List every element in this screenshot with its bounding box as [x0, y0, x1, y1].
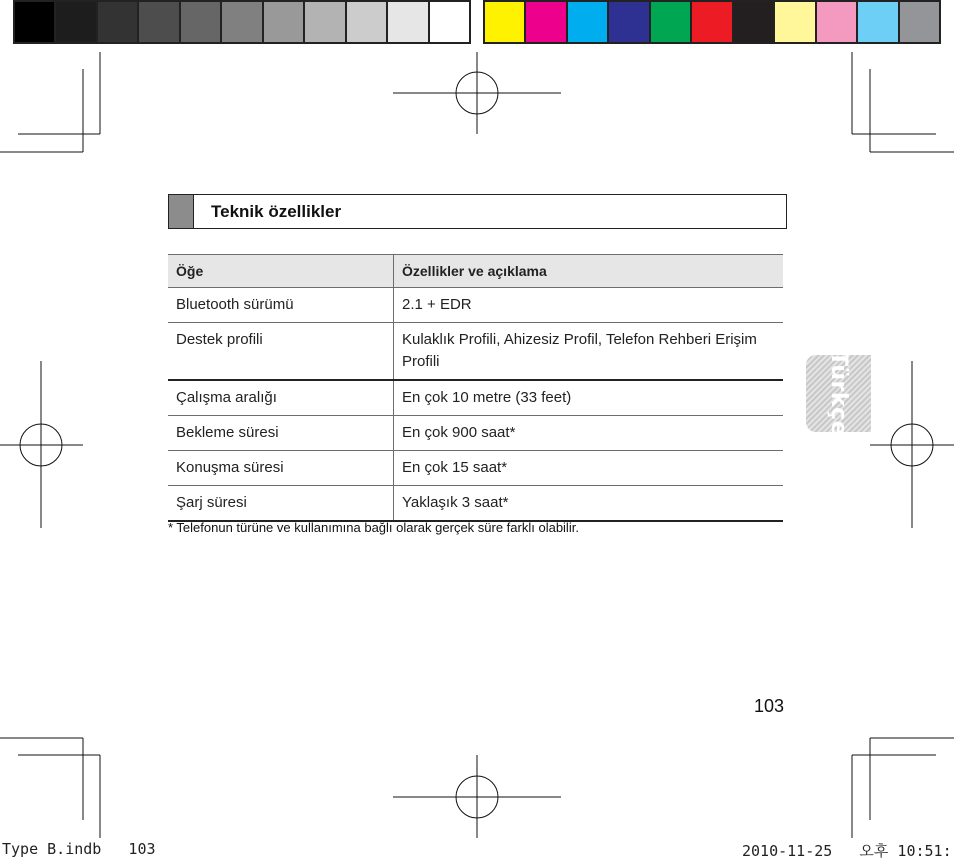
table-row: [168, 380, 783, 416]
file-slug: Type B.indb 103: [2, 840, 156, 858]
column-header-item: Öğe: [168, 255, 394, 288]
row-label: Destek profili: [168, 323, 394, 381]
row-value: En çok 900 saat*: [394, 416, 784, 451]
row-label: Konuşma süresi: [168, 451, 394, 486]
row-label: Çalışma aralığı: [168, 380, 394, 416]
date-slug: 2010-11-25 오후 10:51:: [742, 842, 952, 860]
column-header-spec: Özellikler ve açıklama: [394, 255, 784, 288]
table-row: [168, 288, 783, 323]
language-tab-label: Türkçe: [826, 350, 851, 437]
table-header-row: [168, 255, 783, 288]
table-row: [168, 486, 783, 522]
page-number: 103: [754, 696, 785, 716]
row-value: 2.1 + EDR: [394, 288, 784, 323]
row-label: Bekleme süresi: [168, 416, 394, 451]
spec-table: [168, 254, 783, 522]
row-label: Şarj süresi: [168, 486, 394, 522]
row-label: Bluetooth sürümü: [168, 288, 394, 323]
language-side-tab: [806, 350, 871, 437]
row-value: Kulaklık Profili, Ahizesiz Profil, Telefon Rehberi Erişim Profili: [394, 323, 784, 381]
footnote: * Telefonun türüne ve kullanımına bağlı olarak gerçek süre farklı olabilir.: [168, 520, 579, 535]
table-row: [168, 416, 783, 451]
section-title: Teknik özellikler: [211, 201, 342, 221]
row-value: Yaklaşık 3 saat*: [394, 486, 784, 522]
table-row: [168, 323, 783, 381]
table-row: [168, 451, 783, 486]
section-header: [168, 194, 787, 229]
row-value: En çok 10 metre (33 feet): [394, 380, 784, 416]
row-value: En çok 15 saat*: [394, 451, 784, 486]
section-marker: [169, 195, 194, 228]
